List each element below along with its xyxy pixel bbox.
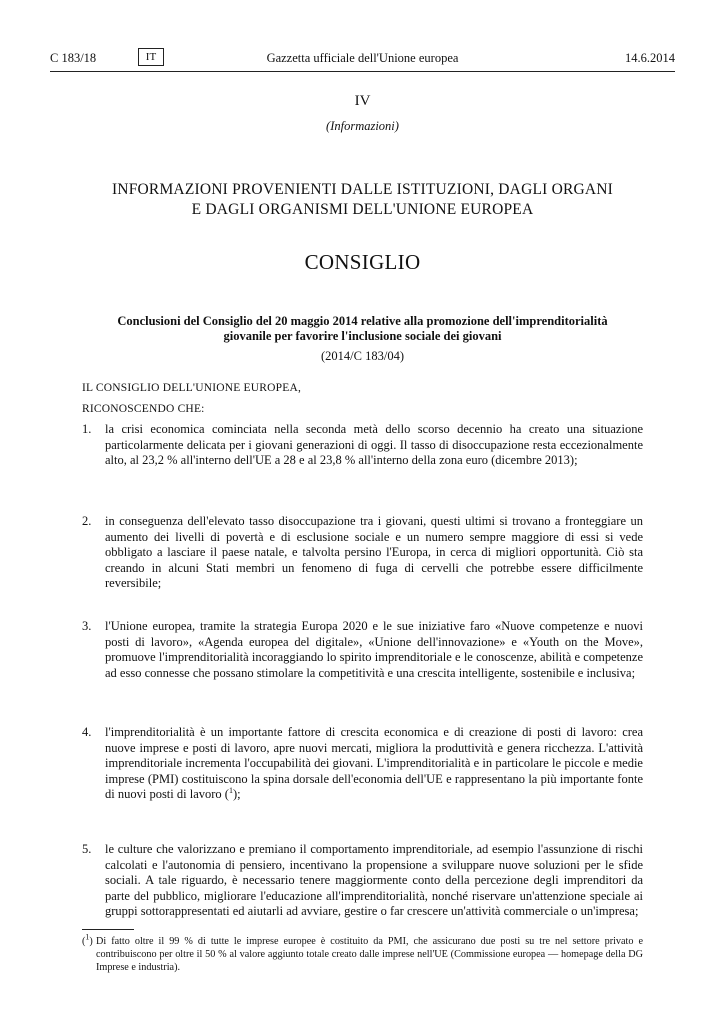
footnote-text: Di fatto oltre il 99 % di tutte le imprese europee è costituito da PMI, che assicurano due posti su tre nel settore privato e contribuiscono per oltre il 50 % al valore aggiunto totale creato dalle imprese nell'UE (Commissione europea — homepage della DG Imprese e industria).	[96, 936, 643, 973]
recital-number: 3.	[82, 619, 92, 633]
recital-item-1	[82, 422, 643, 469]
recital-intro: RICONOSCENDO CHE:	[82, 403, 205, 415]
recital-item-3	[82, 619, 643, 681]
document-title	[0, 314, 725, 344]
recital-number: 4.	[82, 725, 92, 739]
recital-text-end: ;	[237, 787, 241, 802]
footnote-reference[interactable]: 1	[228, 786, 233, 796]
recital-item-4	[82, 725, 643, 803]
recital-text: la crisi economica cominciata nella seconda metà dello scorso decennio ha creato una situazione particolarmente delicata per i giovani generazioni di oggi. Il tasso di disoccupazione resta eccezionalmente alto, al 23,2 % all'interno dell'UE a 28 e al 23,8 % all'interno della zona euro (dicembre 2013);	[105, 422, 643, 468]
recital-number: 5.	[82, 842, 92, 856]
page-reference: C 183/18	[50, 51, 97, 65]
language-code-box: IT	[138, 48, 164, 66]
recital-item-5	[82, 842, 643, 920]
recital-text: l'imprenditorialità è un importante fattore di crescita economica e di creazione di posti di lavoro: crea nuove imprese e posti di lavoro, apre nuovi mercati, migliora la produttività e genera ricchezza. L'attività imprenditoriale incrementa l'occupabilità dei giovani. L'imprenditorialità e in particolare le piccole e medie imprese (PMI) costituiscono la spina dorsale dell'economia dell'UE e rappresentano la più importante fonte di nuovi posti di lavoro ($^1$);	[105, 725, 643, 802]
institution-title: CONSIGLIO	[304, 250, 421, 274]
part-number: IV	[354, 93, 371, 109]
recital-text: l'Unione europea, tramite la strategia Europa 2020 e le sue iniziative faro «Nuove competenze e nuovi posti di lavoro», «Agenda europea del digitale», «Unione dell'innovazione» e «Youth on the Move», promuove l'imprenditorialità incoraggiando lo spirito imprenditoriale e le conoscenze, abilità e competenze ad esso connesse che possano stimolare la competitività e una crescita intelligente, sostenibile e inclusiva;	[105, 619, 643, 680]
preamble-line: IL CONSIGLIO DELL'UNIONE EUROPEA,	[82, 382, 302, 394]
publication-date: 14.6.2014	[625, 51, 675, 65]
section-heading-line2: E DAGLI ORGANISMI DELL'UNIONE EUROPEA	[191, 201, 534, 218]
header-rule	[50, 71, 675, 72]
footnote-number: ($^1$)	[82, 932, 93, 947]
document-title-line2: giovanile per favorire l'inclusione sociale dei giovani	[223, 329, 502, 343]
footnote	[82, 932, 643, 974]
section-heading	[0, 180, 725, 220]
recital-number: 2.	[82, 514, 92, 528]
recital-text: in conseguenza dell'elevato tasso disoccupazione tra i giovani, questi ultimi si trovano a fronteggiare un aumento dei livelli di povertà e di esclusione sociale e un numero sempre maggiore di essi si vede obbligato a lasciare il paese natale, e talvolta persino l'Europa, in cerca di migliori opportunità. Ciò sta creando in alcuni Stati membri un fenomeno di fuga di cervelli che potrebbe essere difficilmente reversibile;	[105, 514, 643, 591]
recital-number: 1.	[82, 422, 92, 436]
recital-text-body: l'imprenditorialità è un importante fattore di crescita economica e di creazione di posti di lavoro: crea nuove imprese e posti di lavoro, apre nuovi mercati, migliora la produttività e genera ricchezza. L'attività imprenditoriale incrementa l'occupabilità dei giovani. L'imprenditorialità e in particolare le piccole e medie imprese (PMI) costituiscono la spina dorsale dell'economia dell'UE e rappresentano la più importante fonte di nuovi posti di lavoro	[105, 725, 643, 802]
document-title-line1: Conclusioni del Consiglio del 20 maggio 2014 relative alla promozione dell'imprenditorialità	[117, 314, 608, 328]
publication-title: Gazzetta ufficiale dell'Unione europea	[266, 51, 459, 65]
recital-item-2	[82, 514, 643, 592]
document-reference: (2014/C 183/04)	[321, 349, 404, 363]
recital-text: le culture che valorizzano e premiano il comportamento imprenditoriale, ad esempio l'assunzione di rischi calcolati e l'autonomia di pensiero, incentivano la propensione a sviluppare nuove soluzioni per le sfide sociali. A tale riguardo, è necessario tenere maggiormente conto della percezione degli imprenditori da parte del pubblico, migliorare l'educazione all'imprenditorialità, nonché riservare un'attenzione speciale ai gruppi sottorappresentati ed aiutarli ad avviare, gestire o far crescere un'attività commerciale o un'impresa;	[105, 842, 643, 919]
footnote-number-value: 1	[85, 932, 90, 942]
part-label: (Informazioni)	[326, 119, 399, 133]
section-heading-line1: INFORMAZIONI PROVENIENTI DALLE ISTITUZIONI, DAGLI ORGANI	[111, 181, 614, 198]
footnote-rule	[82, 929, 134, 930]
